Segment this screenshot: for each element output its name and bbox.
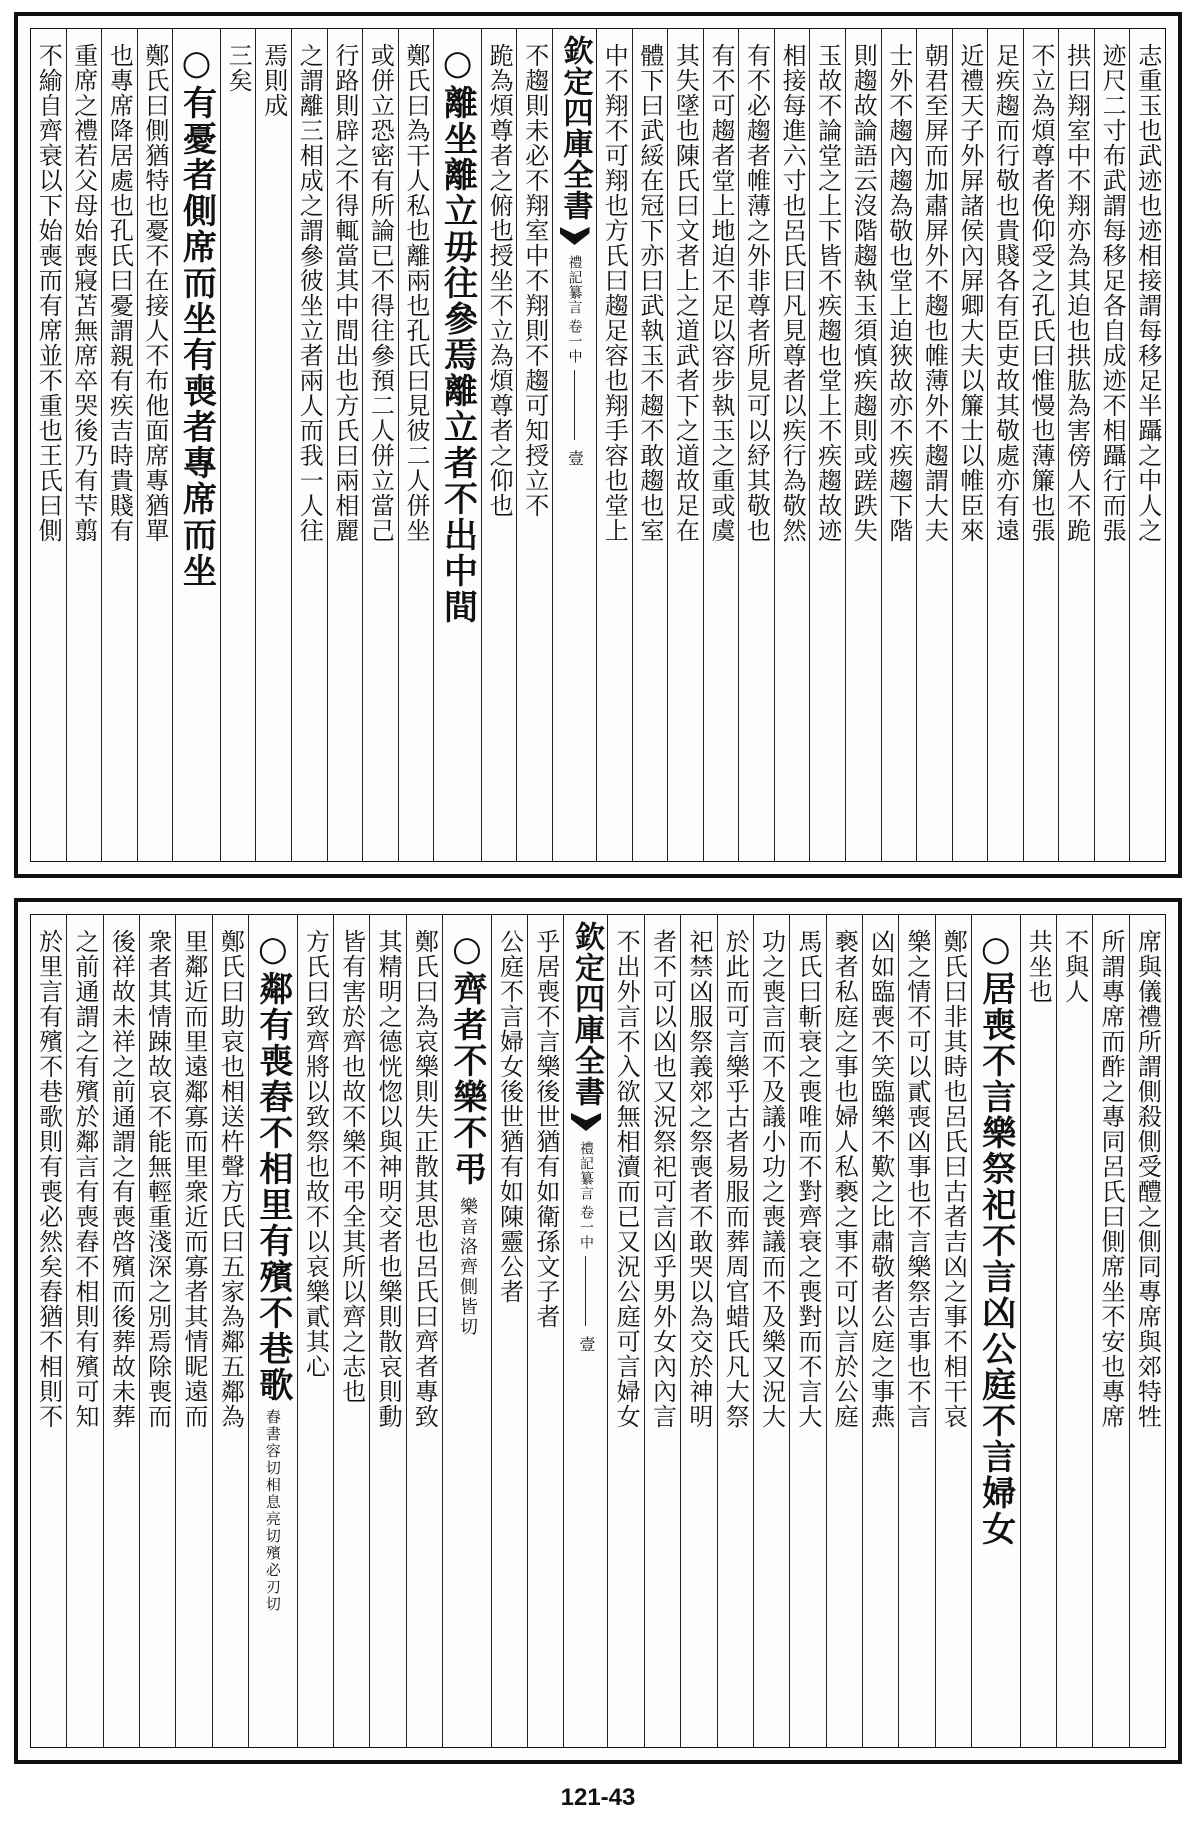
text-column: 公庭不言婦女後世猶有如陳靈公者 <box>491 915 527 1747</box>
text-column: 祀禁凶服祭義郊之祭喪者不敢哭以為交於神明 <box>680 915 716 1747</box>
main-text-column: ○居喪不言樂祭祀不言凶公庭不言婦女 <box>971 915 1020 1747</box>
main-text: ○鄰有喪舂不相里有殯不巷歌舂書容切相息亮切殯必刃切 <box>252 929 293 1613</box>
text-column: 玉故不論堂之上下皆不疾趨也堂上不疾趨故迹 <box>809 29 845 861</box>
text-column: 不與人 <box>1056 915 1092 1747</box>
text-column: 鄭氏曰側猶特也憂不在接人不布他面席專猶單 <box>137 29 173 861</box>
text-column: 有不必趨者帷薄之外非尊者所見可以紓其敬也 <box>738 29 774 861</box>
fish-tail-mark-icon <box>560 227 590 245</box>
text-column: 迹尺二寸布武謂每移足各自成迹不相躡行而張 <box>1094 29 1130 861</box>
text-column: 朝君至屏而加肅屏外不趨也帷薄外不趨謂大夫 <box>916 29 952 861</box>
text-column: 則趨故論語云沒階趨執玉須慎疾趨則或蹉跌失 <box>845 29 881 861</box>
text-column: 其失墜也陳氏曰文者上之道武者下之道故足在 <box>667 29 703 861</box>
text-column: 後祥故未祥之前通謂之有喪啓殯而後葬故未葬 <box>103 915 139 1747</box>
work-title: 禮記纂言 <box>566 255 583 315</box>
top-page <box>14 12 1182 878</box>
fish-tail-mark-icon <box>571 1113 601 1131</box>
text-column: 衆者其情踈故哀不能無輕重淺深之別焉除喪而 <box>139 915 175 1747</box>
text-column: 鄭氏曰為哀樂則失正散其思也呂氏曰齊者專致 <box>406 915 442 1747</box>
leaf-number: 壹 <box>565 450 585 467</box>
text-column: 或併立恐密有所論已不得往參預二人併立當己 <box>362 29 398 861</box>
text-column: 體下曰武綏在冠下亦曰武執玉不趨不敢趨也室 <box>632 29 668 861</box>
text-column: 跪為煩尊者之俯也授坐不立為煩尊者之仰也 <box>481 29 517 861</box>
text-column: 褻者私庭之事也婦人私褻之事不可以言於公庭 <box>826 915 862 1747</box>
text-column: 樂之情不可以貳喪凶事也不言樂祭吉事也不言 <box>898 915 934 1747</box>
text-column: 不立為煩尊者俛仰受之孔氏曰惟慢也薄簾也張 <box>1023 29 1059 861</box>
text-column: 志重玉也武迹也迹相接謂每移足半躡之中人之 <box>1129 29 1165 861</box>
text-column: 者不可以凶也又況祭祀可言凶乎男外女內內言 <box>644 915 680 1747</box>
volume-label: 卷一中 <box>566 319 583 364</box>
book-spine <box>563 915 607 1747</box>
spine-divider <box>574 370 575 440</box>
work-title: 禮記纂言 <box>577 1141 594 1201</box>
book-title: 欽定四庫全書 <box>568 921 604 1107</box>
text-column: 凶如臨喪不笑臨樂不歎之比肅敬者公庭之事燕 <box>862 915 898 1747</box>
volume-label: 卷一中 <box>577 1205 594 1250</box>
bottom-page-frame <box>30 914 1166 1748</box>
pronunciation-note: 樂音洛齊側皆切 <box>456 1197 478 1337</box>
book-title: 欽定四庫全書 <box>557 35 593 221</box>
text-column: 有不可趨者堂上地迫不足以容步執玉之重或虞 <box>703 29 739 861</box>
text-column: 不緰自齊衰以下始喪而有席並不重也王氏曰側 <box>34 43 63 543</box>
text-column: 足疾趨而行敬也貴賤各有臣吏故其敬處亦有遠 <box>987 29 1023 861</box>
spine-divider <box>585 1256 586 1326</box>
text-column: 所謂專席而酢之專同呂氏曰側席坐不安也專席 <box>1092 915 1128 1747</box>
text-column: 於此而可言樂乎古者易服而葬周官蜡氏凡大祭 <box>717 915 753 1747</box>
main-text-column: ○離坐離立毋往參焉離立者不出中間 <box>433 29 481 861</box>
text-column: 馬氏曰斬衰之喪唯而不對齊衰之喪對而不言大 <box>789 915 825 1747</box>
text-column: 士外不趨內趨為敬也堂上迫狹故亦不疾趨下階 <box>881 29 917 861</box>
main-text: ○齊者不樂不弔樂音洛齊側皆切 <box>446 929 487 1337</box>
text-column: 乎居喪不言樂後世猶有如衛孫文子者 <box>527 915 563 1747</box>
page-number: 121-43 <box>560 1784 636 1811</box>
top-page-frame <box>30 28 1166 862</box>
text-column: 三矣 <box>220 29 256 861</box>
main-text-column: ○有憂者側席而坐有喪者專席而坐 <box>172 29 220 861</box>
bottom-page <box>14 898 1182 1764</box>
text-column: 之前通謂之有殯於鄰言有喪舂不相則有殯可知 <box>66 915 102 1747</box>
text-column: 其精明之德恍惚以與神明交者也樂則散哀則動 <box>369 915 405 1747</box>
text-column: 共坐也 <box>1020 915 1056 1747</box>
text-column: 之謂離三相成之謂參彼坐立者兩人而我一人往 <box>291 29 327 861</box>
book-spine <box>552 29 596 861</box>
text-column: 席與儀禮所謂側殺側受醴之側同專席與郊特牲 <box>1129 915 1165 1747</box>
text-column: 於里言有殯不巷歌則有喪必然矣舂猶不相則不 <box>34 929 63 1429</box>
text-column: 鄭氏曰助哀也相送杵聲方氏曰五家為鄰五鄰為 <box>212 915 248 1747</box>
text-column: 也專席降居處也孔氏曰憂謂親有疾吉時貴賤有 <box>101 29 137 861</box>
text-column: 相接每進六寸也呂氏曰凡見尊者以疾行為敬然 <box>774 29 810 861</box>
text-column: 重席之禮若父母始喪寢苫無席卒哭後乃有芐翦 <box>66 29 102 861</box>
text-column: 中不翔不可翔也方氏曰趨足容也翔手容也堂上 <box>596 29 632 861</box>
text-column: 行路則辟之不得輒當其中間出也方氏曰兩相麗 <box>327 29 363 861</box>
text-column: 鄭氏曰非其時也呂氏曰古者吉凶之事不相干哀 <box>935 915 971 1747</box>
text-column: 鄭氏曰為干人私也離兩也孔氏曰見彼二人併坐 <box>398 29 434 861</box>
text-column: 皆有害於齊也故不樂不弔全其所以齊之志也 <box>333 915 369 1747</box>
leaf-number: 壹 <box>576 1336 596 1353</box>
main-text-column <box>248 915 297 1747</box>
text-column: 不趨則未必不翔室中不翔則不趨可知授立不 <box>516 29 552 861</box>
text-column: 近禮天子外屏諸侯內屏卿大夫以簾士以帷臣來 <box>952 29 988 861</box>
pronunciation-note: 舂書容切相息亮切殯必刃切 <box>263 1409 282 1613</box>
text-column: 焉則成 <box>255 29 291 861</box>
main-text-column <box>442 915 491 1747</box>
text-column: 功之喪言而不及議小功之喪議而不及樂又況大 <box>753 915 789 1747</box>
text-column: 方氏曰致齊將以致祭也故不以哀樂貳其心 <box>297 915 333 1747</box>
text-column: 里鄰近而里遠鄰寡而里衆近而寡者其情昵遠而 <box>175 915 211 1747</box>
text-column: 不出外言不入欲無相瀆而已又況公庭可言婦女 <box>607 915 643 1747</box>
text-column: 拱曰翔室中不翔亦為其迫也拱肱為害傍人不跪 <box>1058 29 1094 861</box>
